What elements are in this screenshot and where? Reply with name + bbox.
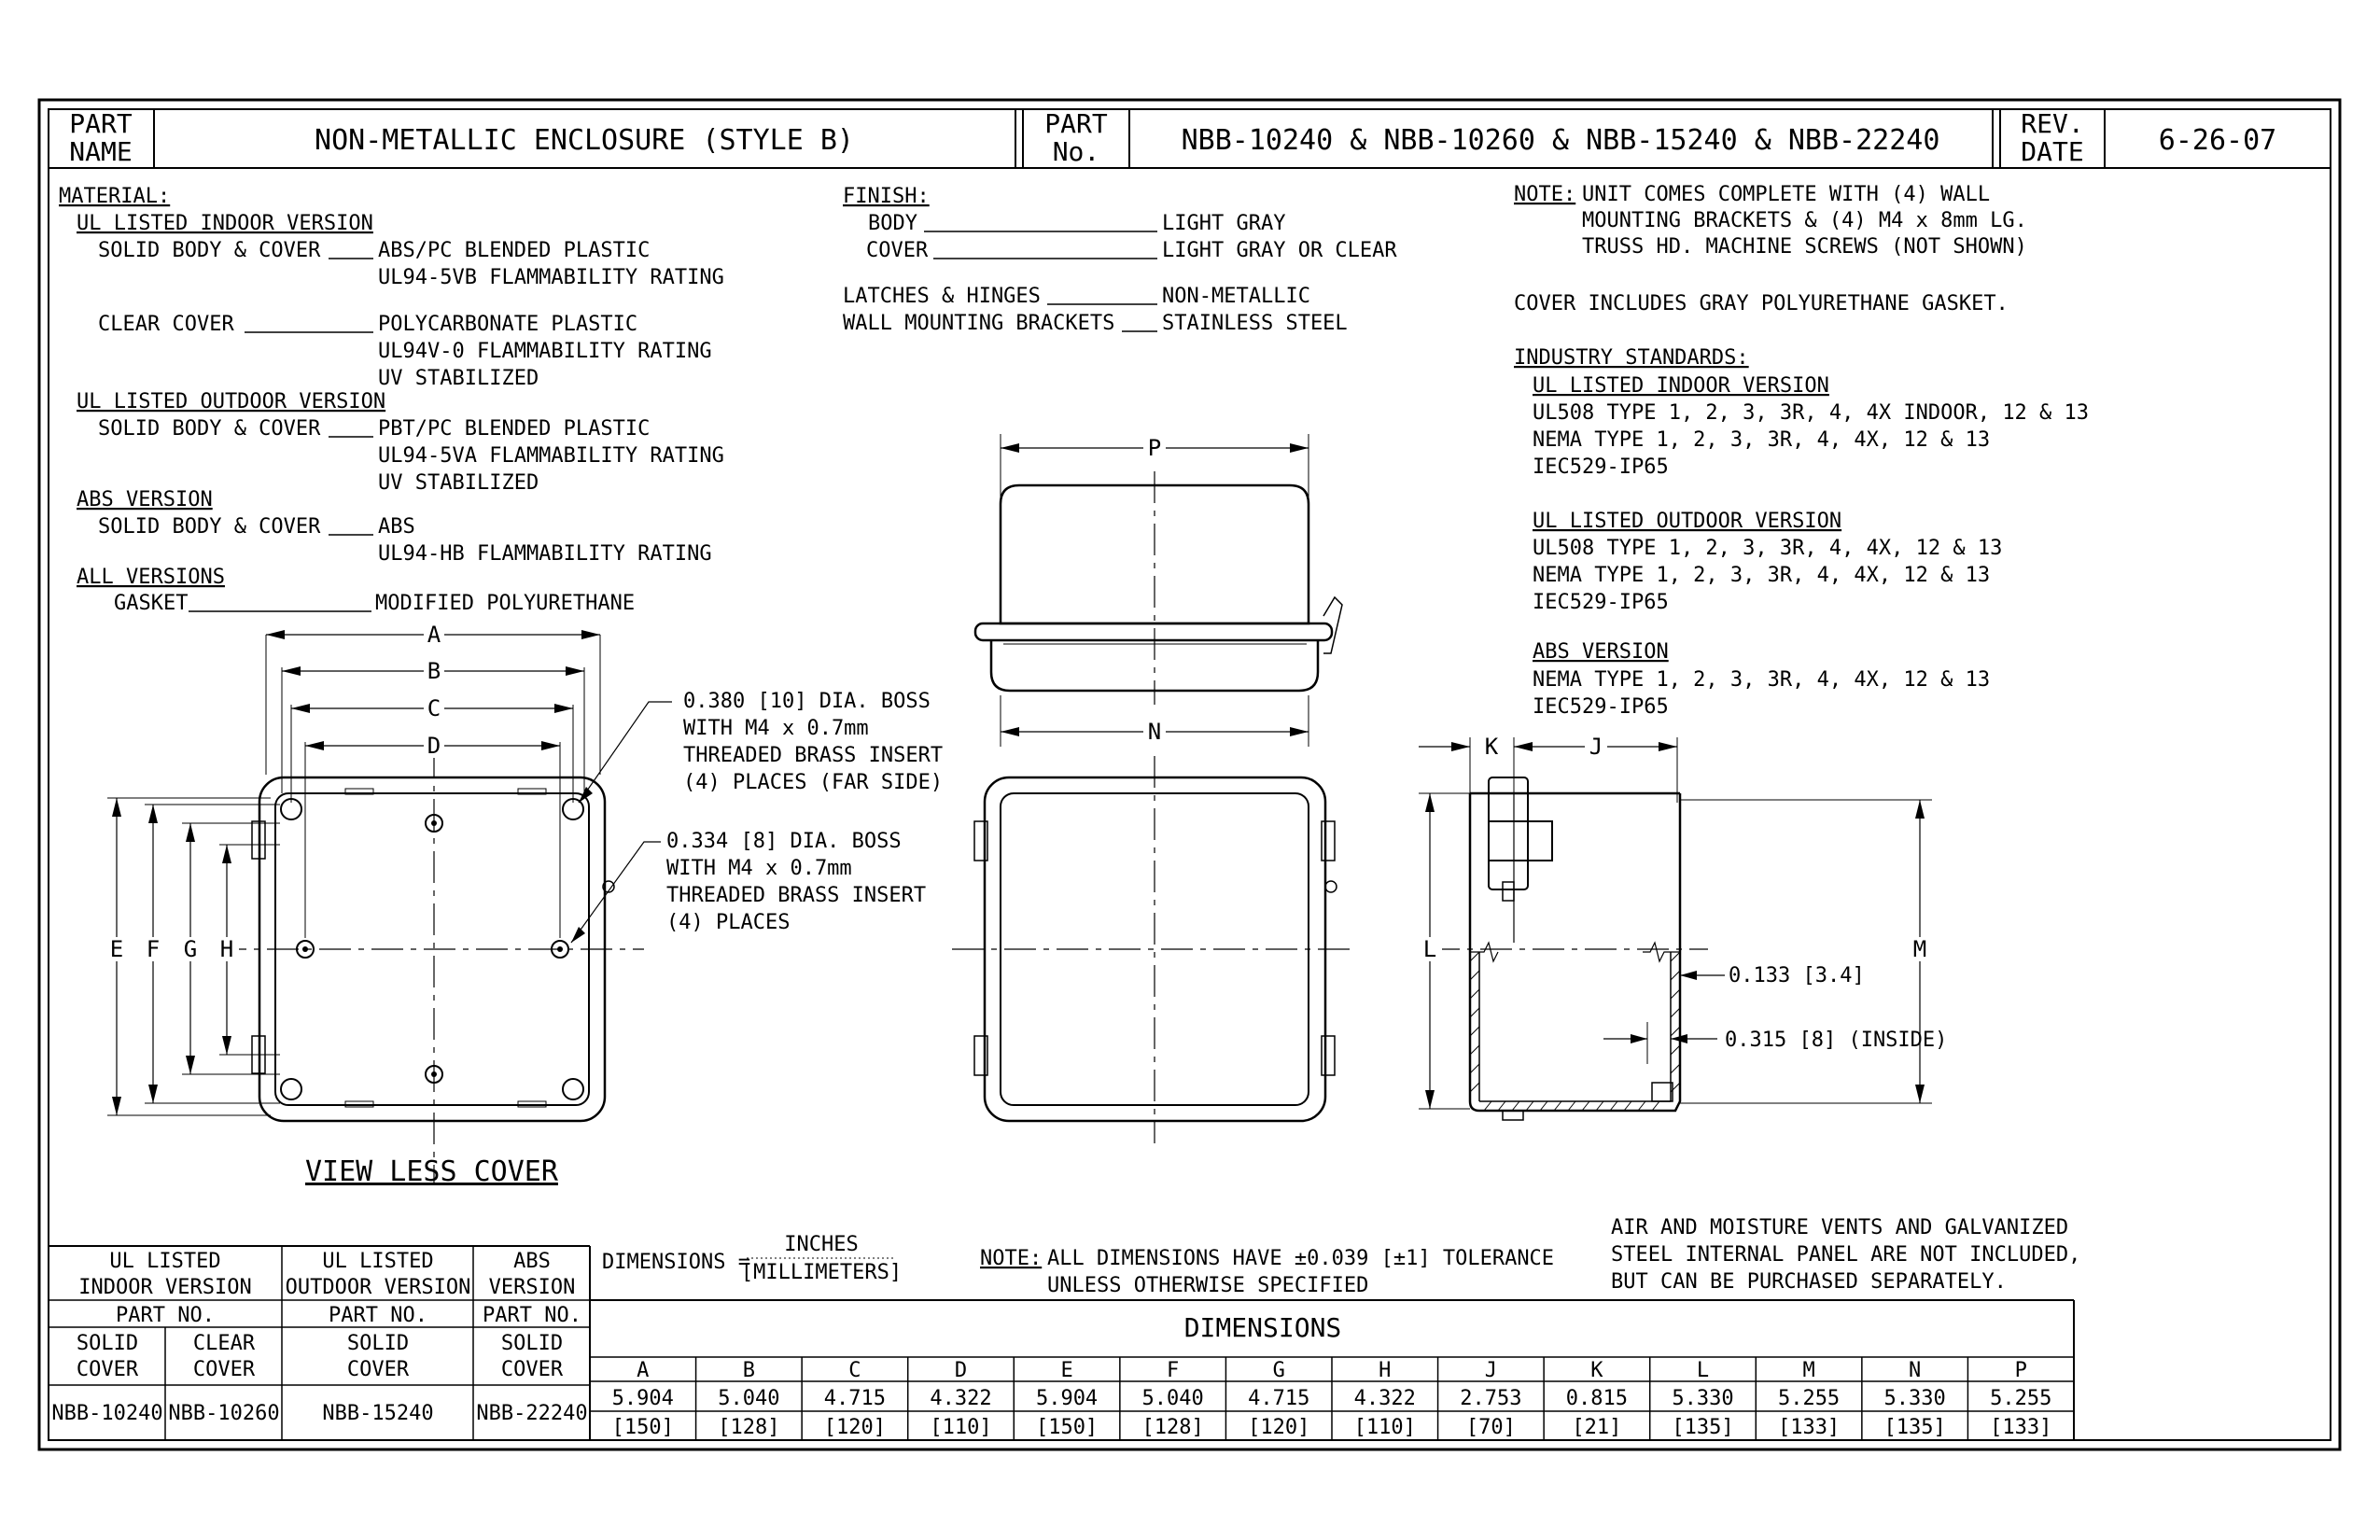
callout-1-line-3: THREADED BRASS INSERT [683,744,944,767]
finish-cover-label: COVER [866,239,929,262]
dim-mm-c: [120] [823,1416,887,1439]
dim-letter-p: P [2014,1359,2027,1382]
notes-standards-section [1514,183,2089,719]
col2-head-2: OUTDOOR VERSION [285,1276,471,1299]
finish-heading: FINISH: [843,185,930,208]
wall-thickness-label: 0.133 [3.4] [1729,964,1865,987]
solid-cover-2b: COVER [346,1358,410,1381]
dim-inches-e: 5.904 [1035,1387,1099,1410]
standards-abs-line-2: IEC529-IP65 [1533,695,1669,719]
callout-2-line-3: THREADED BRASS INSERT [666,884,927,907]
part-name-label-2: NAME [69,136,133,167]
dim-inches-d: 4.322 [930,1387,992,1410]
dim-mm-d: [110] [930,1416,992,1439]
callout-2-line-2: WITH M4 x 0.7mm [666,857,852,880]
dim-mm-p: [133] [1990,1416,2052,1439]
front-view [105,622,943,1188]
dim-label-l: L [1422,936,1437,962]
note-gasket-line: COVER INCLUDES GRAY POLYURETHANE GASKET. [1514,292,2009,315]
finish-latches-value: NON-METALLIC [1162,285,1310,308]
material-indoor-body-value-1: ABS/PC BLENDED PLASTIC [378,239,651,262]
solid-cover-3a: SOLID [500,1332,564,1355]
material-indoor-heading: UL LISTED INDOOR VERSION [77,212,373,235]
col3-part-no: PART NO. [483,1304,581,1327]
dimensions-label: DIMENSIONS = [602,1251,750,1274]
dim-letter-f: F [1167,1359,1180,1382]
dim-letter-k: K [1590,1359,1603,1382]
rev-date-label-1: REV. [2021,108,2084,139]
note-top-line-2: MOUNTING BRACKETS & (4) M4 x 8mm LG. [1582,209,2027,232]
finish-latches-label: LATCHES & HINGES [843,285,1041,308]
clear-cover-a: CLEAR [192,1332,256,1355]
dim-inches-n: 5.330 [1883,1387,1946,1410]
bottom-notes [602,1216,2080,1297]
dim-mm-b: [128] [718,1416,780,1439]
dim-letter-l: L [1696,1359,1710,1382]
dim-letter-e: E [1060,1359,1073,1382]
dim-label-f: F [146,936,161,962]
dim-mm-n: [135] [1883,1416,1946,1439]
material-abs-body-value-2: UL94-HB FLAMMABILITY RATING [378,542,712,566]
material-clear-cover-value-2: UL94V-0 FLAMMABILITY RATING [378,340,712,363]
dim-mm-f: [128] [1141,1416,1204,1439]
finish-brackets-value: STAINLESS STEEL [1162,312,1348,335]
callout-1-line-2: WITH M4 x 0.7mm [683,717,869,740]
standards-heading: INDUSTRY STANDARDS: [1514,346,1749,370]
rev-date-label-2: DATE [2021,136,2084,167]
dim-label-j: J [1589,734,1603,760]
material-all-heading: ALL VERSIONS [77,566,225,589]
dim-mm-j: [70] [1465,1416,1516,1439]
inside-depth-label: 0.315 [8] (INSIDE) [1725,1029,1948,1052]
solid-cover-1b: COVER [76,1358,139,1381]
dim-label-p: P [1147,435,1162,461]
dim-inches-p: 5.255 [1990,1387,2052,1410]
material-section [59,185,724,615]
material-abs-body-value-1: ABS [378,515,415,539]
vents-line-1: AIR AND MOISTURE VENTS AND GALVANIZED [1611,1216,2069,1239]
col2-part-no: PART NO. [329,1304,427,1327]
dim-letter-m: M [1802,1359,1815,1382]
dim-inches-j: 2.753 [1460,1387,1522,1410]
material-indoor-body-value-2: UL94-5VB FLAMMABILITY RATING [378,266,724,289]
dim-letter-d: D [954,1359,968,1382]
dim-letter-b: B [742,1359,755,1382]
dim-inches-a: 5.904 [611,1387,674,1410]
callout-1-line-4: (4) PLACES (FAR SIDE) [683,771,944,794]
material-outdoor-body-value-1: PBT/PC BLENDED PLASTIC [378,417,651,441]
dim-inches-m: 5.255 [1777,1387,1841,1410]
dim-letter-g: G [1272,1359,1285,1382]
finish-body-value: LIGHT GRAY [1162,212,1286,235]
note-top-label: NOTE: [1514,183,1576,206]
dim-inches-k: 0.815 [1565,1387,1629,1410]
standards-abs-heading: ABS VERSION [1533,640,1669,664]
dim-inches-f: 5.040 [1141,1387,1204,1410]
material-indoor-body-label: SOLID BODY & COVER [98,239,321,262]
col1-head-1: UL LISTED [109,1250,221,1273]
vents-line-2: STEEL INTERNAL PANEL ARE NOT INCLUDED, [1611,1243,2081,1267]
standards-outdoor-heading: UL LISTED OUTDOOR VERSION [1533,510,1842,533]
note-top-line-3: TRUSS HD. MACHINE SCREWS (NOT SHOWN) [1582,235,2027,259]
dim-label-b: B [427,658,441,684]
finish-section [843,185,1397,335]
dimensions-table [590,1300,2074,1440]
dims-table-title: DIMENSIONS [1183,1312,1342,1343]
material-heading: MATERIAL: [59,185,171,208]
part-no-label-2: No. [1052,136,1100,167]
finish-cover-value: LIGHT GRAY OR CLEAR [1162,239,1397,262]
dim-mm-e: [150] [1035,1416,1099,1439]
col3-head-1: ABS [513,1250,551,1273]
standards-indoor-line-3: IEC529-IP65 [1533,455,1669,479]
finish-brackets-label: WALL MOUNTING BRACKETS [843,312,1115,335]
title-block [49,108,2331,168]
dim-inches-l: 5.330 [1672,1387,1734,1410]
callout-2-line-1: 0.334 [8] DIA. BOSS [666,830,902,853]
dim-label-d: D [427,733,441,759]
dim-label-n: N [1147,719,1162,745]
dim-inches-h: 4.322 [1353,1387,1416,1410]
part-name: NON-METALLIC ENCLOSURE (STYLE B) [315,124,854,157]
dim-letter-j: J [1484,1359,1497,1382]
dim-inches-g: 4.715 [1248,1387,1310,1410]
material-outdoor-body-value-3: UV STABILIZED [378,471,539,495]
dimensions-inches: INCHES [784,1233,859,1256]
dim-inches-b: 5.040 [718,1387,780,1410]
material-outdoor-heading: UL LISTED OUTDOOR VERSION [77,390,386,413]
material-abs-heading: ABS VERSION [77,488,213,511]
note-bottom-line-1: ALL DIMENSIONS HAVE ±0.039 [±1] TOLERANCE [1047,1247,1555,1270]
middle-view [952,434,1353,1143]
standards-indoor-line-2: NEMA TYPE 1, 2, 3, 3R, 4, 4X, 12 & 13 [1533,428,1991,452]
dim-mm-g: [120] [1248,1416,1310,1439]
part-nbb-22240: NBB-22240 [476,1402,588,1425]
part-no: NBB-10240 & NBB-10260 & NBB-15240 & NBB-22240 [1181,124,1940,157]
vents-line-3: BUT CAN BE PURCHASED SEPARATELY. [1611,1270,2007,1294]
note-bottom-line-2: UNLESS OTHERWISE SPECIFIED [1047,1274,1369,1297]
material-clear-cover-value-1: POLYCARBONATE PLASTIC [378,313,638,336]
dim-label-e: E [109,936,124,962]
dim-label-c: C [427,695,441,721]
solid-cover-1a: SOLID [76,1332,139,1355]
dim-mm-k: [21] [1572,1416,1622,1439]
callout-1-line-1: 0.380 [10] DIA. BOSS [683,690,931,713]
callout-2-line-4: (4) PLACES [666,911,791,934]
front-view-caption: VIEW LESS COVER [305,1155,558,1188]
clear-cover-b: COVER [192,1358,256,1381]
finish-body-label: BODY [868,212,917,235]
note-top-line-1: UNIT COMES COMPLETE WITH (4) WALL [1582,183,1991,206]
part-no-label-1: PART [1044,108,1108,139]
parts-table [49,1246,590,1440]
dim-mm-a: [150] [611,1416,674,1439]
dim-letter-c: C [848,1359,861,1382]
material-outdoor-body-label: SOLID BODY & COVER [98,417,321,441]
dim-mm-h: [110] [1353,1416,1416,1439]
part-name-label-1: PART [69,108,133,139]
side-view [1418,734,1947,1120]
dimensions-millimeters: [MILLIMETERS] [740,1261,903,1284]
col1-head-2: INDOOR VERSION [78,1276,252,1299]
dim-label-h: H [219,936,234,962]
solid-cover-3b: COVER [500,1358,564,1381]
dim-label-g: G [183,936,198,962]
part-nbb-10260: NBB-10260 [168,1402,280,1425]
material-gasket-label: GASKET [114,592,189,615]
standards-outdoor-line-1: UL508 TYPE 1, 2, 3, 3R, 4, 4X, 12 & 13 [1533,537,2003,560]
dim-label-m: M [1912,936,1927,962]
dim-inches-c: 4.715 [823,1387,887,1410]
col3-head-2: VERSION [488,1276,576,1299]
standards-abs-line-1: NEMA TYPE 1, 2, 3, 3R, 4, 4X, 12 & 13 [1533,668,1991,692]
col2-head-1: UL LISTED [322,1250,434,1273]
col1-part-no: PART NO. [116,1304,215,1327]
note-bottom-label: NOTE: [980,1247,1043,1270]
dim-letter-a: A [637,1359,650,1382]
material-clear-cover-value-3: UV STABILIZED [378,367,539,390]
material-outdoor-body-value-2: UL94-5VA FLAMMABILITY RATING [378,444,724,468]
dim-letter-n: N [1909,1359,1922,1382]
dim-label-k: K [1484,734,1499,760]
part-nbb-10240: NBB-10240 [51,1402,163,1425]
standards-outdoor-line-2: NEMA TYPE 1, 2, 3, 3R, 4, 4X, 12 & 13 [1533,564,1991,587]
standards-indoor-line-1: UL508 TYPE 1, 2, 3, 3R, 4, 4X INDOOR, 12 & 13 [1533,401,2090,425]
dim-mm-m: [133] [1777,1416,1841,1439]
solid-cover-2a: SOLID [346,1332,410,1355]
material-gasket-value: MODIFIED POLYURETHANE [375,592,636,615]
dim-mm-l: [135] [1672,1416,1734,1439]
part-nbb-15240: NBB-15240 [322,1402,434,1425]
standards-indoor-heading: UL LISTED INDOOR VERSION [1533,374,1829,398]
rev-date: 6-26-07 [2158,124,2277,157]
dim-label-a: A [427,622,441,648]
standards-outdoor-line-3: IEC529-IP65 [1533,591,1669,614]
material-clear-cover-label: CLEAR COVER [98,313,234,336]
dim-letter-h: H [1379,1359,1392,1382]
material-abs-body-label: SOLID BODY & COVER [98,515,321,539]
